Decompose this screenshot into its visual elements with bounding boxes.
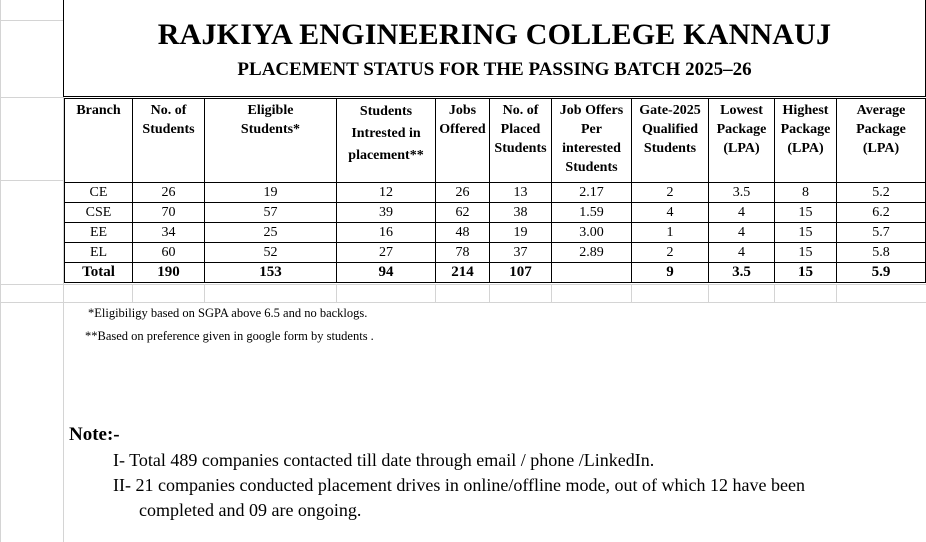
cell bbox=[552, 263, 632, 283]
col-header-highest: Highest Package (LPA) bbox=[775, 99, 837, 183]
cell: 190 bbox=[133, 263, 205, 283]
cell: 4 bbox=[709, 243, 775, 263]
cell: 78 bbox=[436, 243, 490, 263]
cell: 15 bbox=[775, 243, 837, 263]
cell: 57 bbox=[205, 203, 337, 223]
cell: 3.00 bbox=[552, 223, 632, 243]
col-header-branch: Branch bbox=[65, 99, 133, 183]
cell: 2 bbox=[632, 183, 709, 203]
cell: 9 bbox=[632, 263, 709, 283]
college-title: RAJKIYA ENGINEERING COLLEGE KANNAUJ bbox=[157, 18, 832, 51]
col-header-average: Average Package (LPA) bbox=[837, 99, 926, 183]
cell: 5.2 bbox=[837, 183, 926, 203]
note-item-2-cont: completed and 09 are ongoing. bbox=[139, 500, 362, 520]
cell: 16 bbox=[337, 223, 436, 243]
cell: 4 bbox=[709, 203, 775, 223]
cell: 153 bbox=[205, 263, 337, 283]
placement-table bbox=[64, 98, 926, 283]
cell: 27 bbox=[337, 243, 436, 263]
cell: 26 bbox=[436, 183, 490, 203]
table-row bbox=[65, 243, 926, 263]
cell: 48 bbox=[436, 223, 490, 243]
table-total-row bbox=[65, 263, 926, 283]
cell: 19 bbox=[490, 223, 552, 243]
table-row bbox=[65, 223, 926, 243]
col-header-interested: Students Intrested in placement** bbox=[337, 99, 436, 183]
cell: 13 bbox=[490, 183, 552, 203]
cell: EE bbox=[65, 223, 133, 243]
cell: 34 bbox=[133, 223, 205, 243]
cell: 4 bbox=[709, 223, 775, 243]
col-header-eligible: Eligible Students* bbox=[205, 99, 337, 183]
cell: 52 bbox=[205, 243, 337, 263]
col-header-jobs-offered: Jobs Offered bbox=[436, 99, 490, 183]
cell: 5.9 bbox=[837, 263, 926, 283]
cell: EL bbox=[65, 243, 133, 263]
col-header-placed: No. of Placed Students bbox=[490, 99, 552, 183]
cell: 15 bbox=[775, 203, 837, 223]
note-item-2: II- 21 companies conducted placement drives in online/offline mode, out of which 12 have been bbox=[113, 475, 805, 495]
table-header-row bbox=[65, 99, 926, 183]
cell: 62 bbox=[436, 203, 490, 223]
footnote-eligibility: *Eligibiligy based on SGPA above 6.5 and no backlogs. bbox=[88, 306, 368, 320]
cell: 2.17 bbox=[552, 183, 632, 203]
cell: 37 bbox=[490, 243, 552, 263]
cell: 107 bbox=[490, 263, 552, 283]
cell: 3.5 bbox=[709, 183, 775, 203]
cell: CSE bbox=[65, 203, 133, 223]
cell: CE bbox=[65, 183, 133, 203]
cell: 1 bbox=[632, 223, 709, 243]
cell: 5.8 bbox=[837, 243, 926, 263]
cell: 3.5 bbox=[709, 263, 775, 283]
cell: 2.89 bbox=[552, 243, 632, 263]
footnote-preference: **Based on preference given in google form by students . bbox=[85, 329, 374, 343]
cell: 2 bbox=[632, 243, 709, 263]
cell: 15 bbox=[775, 263, 837, 283]
page-subtitle: PLACEMENT STATUS FOR THE PASSING BATCH 2025–26 bbox=[237, 59, 752, 80]
cell: 6.2 bbox=[837, 203, 926, 223]
cell: 1.59 bbox=[552, 203, 632, 223]
cell: 19 bbox=[205, 183, 337, 203]
table-row bbox=[65, 203, 926, 223]
table-row bbox=[65, 183, 926, 203]
cell: 25 bbox=[205, 223, 337, 243]
note-heading: Note:- bbox=[69, 424, 120, 445]
cell: 214 bbox=[436, 263, 490, 283]
cell: 8 bbox=[775, 183, 837, 203]
col-header-offers-per: Job Offers Per interested Students bbox=[552, 99, 632, 183]
cell: 94 bbox=[337, 263, 436, 283]
cell: 5.7 bbox=[837, 223, 926, 243]
header-frame-bottom bbox=[63, 96, 926, 97]
cell: 60 bbox=[133, 243, 205, 263]
col-header-students: No. of Students bbox=[133, 99, 205, 183]
cell: Total bbox=[65, 263, 133, 283]
cell: 12 bbox=[337, 183, 436, 203]
cell: 38 bbox=[490, 203, 552, 223]
cell: 39 bbox=[337, 203, 436, 223]
cell: 4 bbox=[632, 203, 709, 223]
note-item-1: I- Total 489 companies contacted till date through email / phone /LinkedIn. bbox=[113, 450, 655, 470]
cell: 70 bbox=[133, 203, 205, 223]
col-header-lowest: Lowest Package (LPA) bbox=[709, 99, 775, 183]
cell: 26 bbox=[133, 183, 205, 203]
col-header-gate: Gate-2025 Qualified Students bbox=[632, 99, 709, 183]
cell: 15 bbox=[775, 223, 837, 243]
